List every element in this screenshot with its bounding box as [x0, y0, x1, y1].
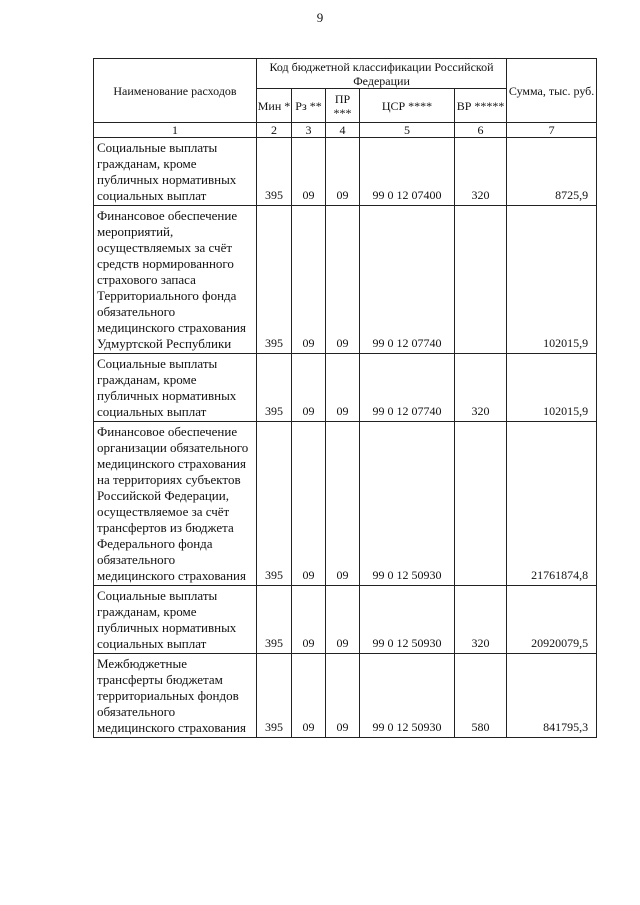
header-pr: ПР *** — [326, 89, 360, 123]
csr-code: 99 0 12 07740 — [360, 354, 455, 422]
vr-code: 320 — [455, 586, 507, 654]
min-code: 395 — [257, 354, 292, 422]
budget-table — [93, 58, 597, 738]
header-code-group: Код бюджетной классификации Российской Федерации — [257, 59, 507, 89]
expense-name: Социальные выплаты гражданам, кроме публичных нормативных социальных выплат — [94, 586, 257, 654]
vr-code: 580 — [455, 654, 507, 738]
header-sum: Сумма, тыс. руб. — [507, 59, 597, 123]
page-number: 9 — [316, 10, 324, 25]
pr-code: 09 — [326, 206, 360, 354]
min-code: 395 — [257, 138, 292, 206]
rz-code: 09 — [292, 586, 326, 654]
column-number: 5 — [360, 123, 455, 138]
expense-name: Межбюджетные трансферты бюджетам территориальных фондов обязательного медицинского страхования — [94, 654, 257, 738]
sum-value: 20920079,5 — [507, 586, 597, 654]
sum-value: 21761874,8 — [507, 422, 597, 586]
column-number: 3 — [292, 123, 326, 138]
vr-code: 320 — [455, 138, 507, 206]
csr-code: 99 0 12 50930 — [360, 586, 455, 654]
expense-name: Финансовое обеспечение мероприятий, осуществляемых за счёт средств нормированного страхового запаса Территориального фонда обязательного медицинского страхования Удмуртской Республики — [94, 206, 257, 354]
sum-value: 841795,3 — [507, 654, 597, 738]
column-number: 2 — [257, 123, 292, 138]
rz-code: 09 — [292, 654, 326, 738]
column-number-row — [94, 123, 597, 138]
column-number: 6 — [455, 123, 507, 138]
header-min: Мин * — [257, 89, 292, 123]
expense-name: Социальные выплаты гражданам, кроме публичных нормативных социальных выплат — [94, 354, 257, 422]
sum-value: 102015,9 — [507, 206, 597, 354]
vr-code — [455, 422, 507, 586]
column-number: 7 — [507, 123, 597, 138]
csr-code: 99 0 12 50930 — [360, 422, 455, 586]
column-number: 1 — [94, 123, 257, 138]
pr-code: 09 — [326, 138, 360, 206]
header-csr: ЦСР **** — [360, 89, 455, 123]
table-row — [94, 206, 597, 354]
csr-code: 99 0 12 07400 — [360, 138, 455, 206]
csr-code: 99 0 12 50930 — [360, 654, 455, 738]
header-vr: ВР ***** — [455, 89, 507, 123]
pr-code: 09 — [326, 354, 360, 422]
table-row — [94, 654, 597, 738]
table-row — [94, 422, 597, 586]
min-code: 395 — [257, 206, 292, 354]
rz-code: 09 — [292, 206, 326, 354]
pr-code: 09 — [326, 422, 360, 586]
table-row — [94, 138, 597, 206]
header-name: Наименование расходов — [94, 59, 257, 123]
column-number: 4 — [326, 123, 360, 138]
vr-code: 320 — [455, 354, 507, 422]
vr-code — [455, 206, 507, 354]
csr-code: 99 0 12 07740 — [360, 206, 455, 354]
header-rz: Рз ** — [292, 89, 326, 123]
table-row — [94, 354, 597, 422]
expense-name: Финансовое обеспечение организации обязательного медицинского страхования на территориях субъектов Российской Федерации, осуществляемое за счёт трансфертов из бюджета Федерального фонда обязательного медицинского страхования — [94, 422, 257, 586]
table-row — [94, 586, 597, 654]
rz-code: 09 — [292, 354, 326, 422]
pr-code: 09 — [326, 586, 360, 654]
rz-code: 09 — [292, 138, 326, 206]
expense-name: Социальные выплаты гражданам, кроме публичных нормативных социальных выплат — [94, 138, 257, 206]
min-code: 395 — [257, 654, 292, 738]
min-code: 395 — [257, 586, 292, 654]
sum-value: 8725,9 — [507, 138, 597, 206]
pr-code: 09 — [326, 654, 360, 738]
min-code: 395 — [257, 422, 292, 586]
rz-code: 09 — [292, 422, 326, 586]
sum-value: 102015,9 — [507, 354, 597, 422]
